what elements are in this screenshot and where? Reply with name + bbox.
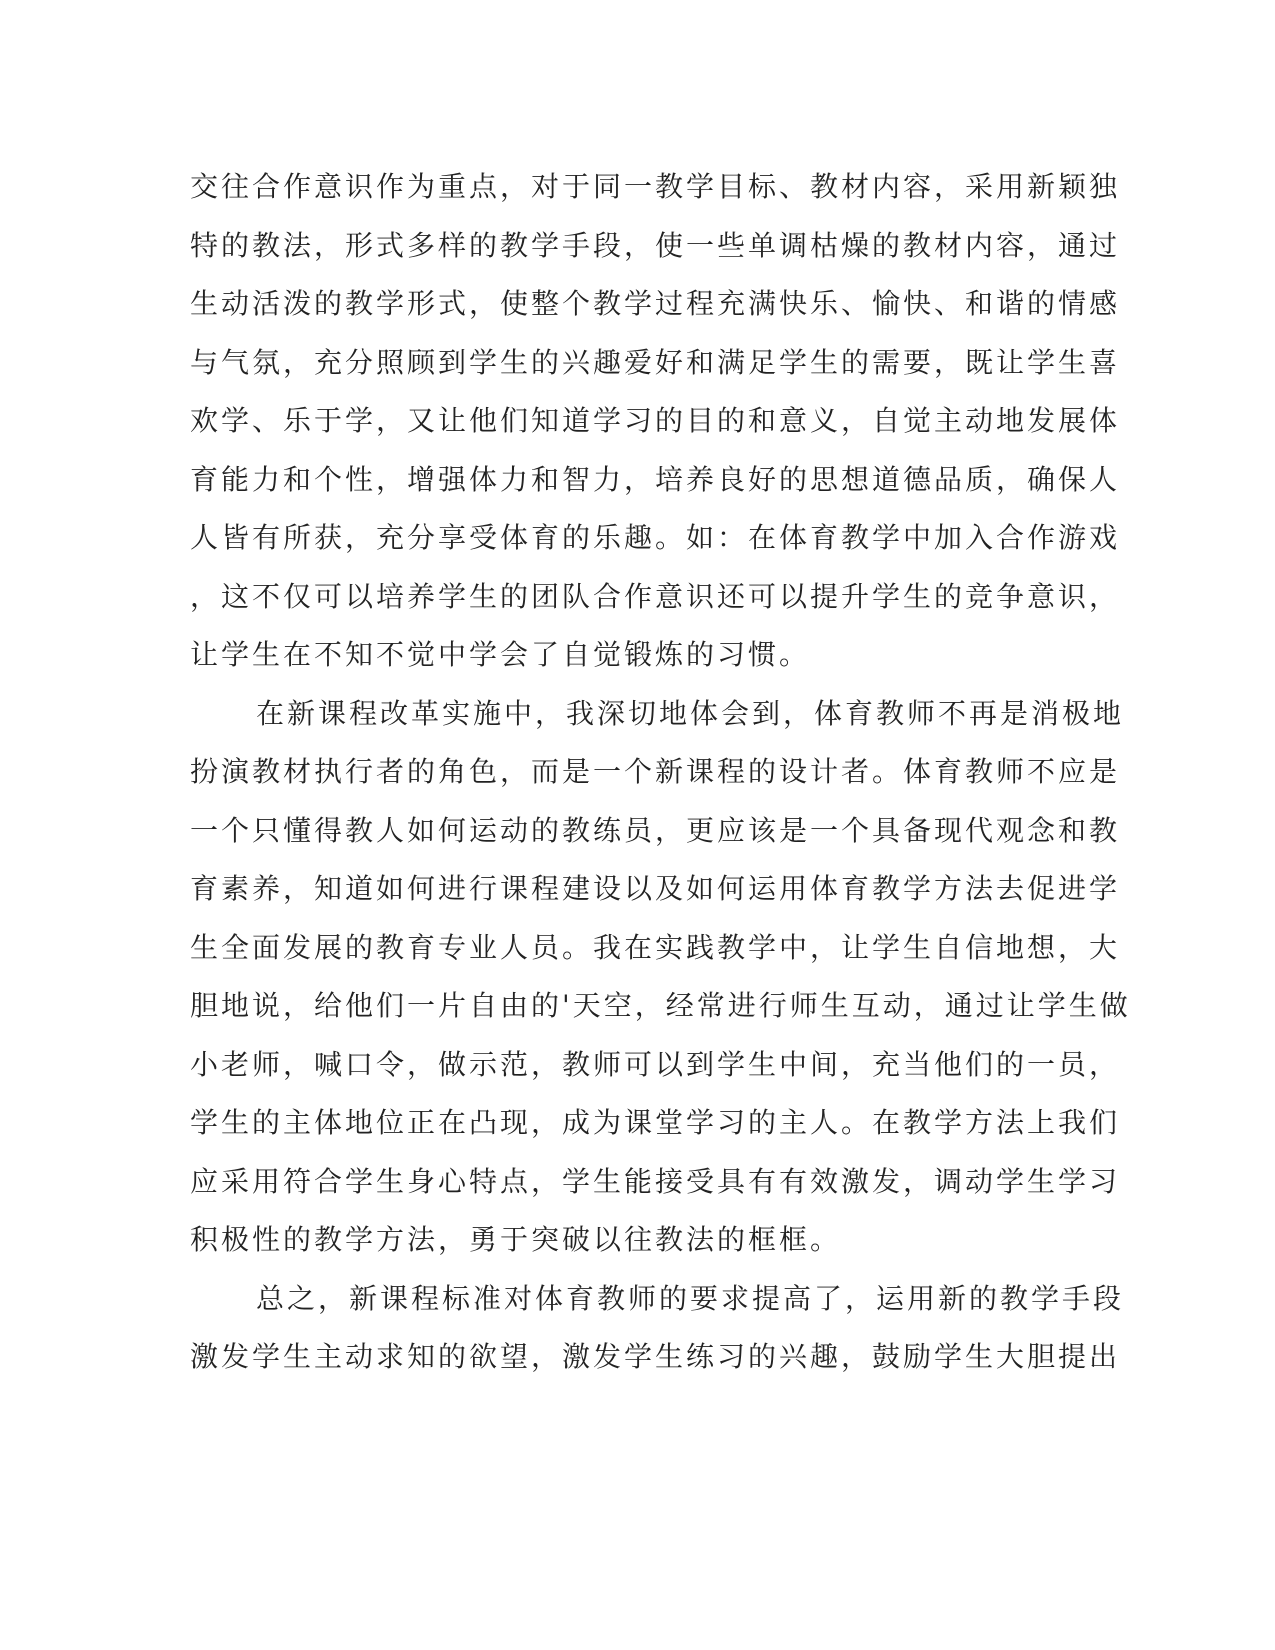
text-line: 在新课程改革实施中，我深切地体会到，体育教师不再是消极地 [256, 696, 1125, 730]
text-line: 激发学生主动求知的欲望，激发学生练习的兴趣，鼓励学生大胆提出 [190, 1340, 1121, 1373]
text-line: 一个只懂得教人如何运动的教练员，更应该是一个具备现代观念和教 [190, 813, 1121, 847]
paragraph [190, 158, 1121, 685]
text-line: 与气氛，充分照顾到学生的兴趣爱好和满足学生的需要，既让学生喜 [190, 345, 1121, 379]
text-line: 欢学、乐于学，又让他们知道学习的目的和意义，自觉主动地发展体 [190, 404, 1121, 437]
text-line: 应采用符合学生身心特点，学生能接受具有有效激发，调动学生学习 [190, 1164, 1121, 1198]
text-line: 胆地说，给他们一片自由的'天空，经常进行师生互动，通过让学生做 [190, 989, 1131, 1022]
body-text [190, 158, 1131, 1387]
text-line: 人皆有所获，充分享受体育的乐趣。如：在体育教学中加入合作游戏 [190, 521, 1121, 554]
text-line: 小老师，喊口令，做示范，教师可以到学生中间，充当他们的一员， [190, 1047, 1121, 1081]
text-line: 生动活泼的教学形式，使整个教学过程充满快乐、愉快、和谐的情感 [190, 287, 1121, 320]
text-line: 扮演教材执行者的角色，而是一个新课程的设计者。体育教师不应是 [190, 755, 1121, 788]
text-line: 育素养，知道如何进行课程建设以及如何运用体育教学方法去促进学 [190, 872, 1121, 905]
paragraph [190, 685, 1131, 1270]
text-line: 育能力和个性，增强体力和智力，培养良好的思想道德品质，确保人 [190, 462, 1121, 496]
text-line: 总之，新课程标准对体育教师的要求提高了，运用新的教学手段 [256, 1281, 1125, 1315]
text-line: 学生的主体地位正在凸现，成为课堂学习的主人。在教学方法上我们 [190, 1106, 1121, 1139]
text-line: 积极性的教学方法，勇于突破以往教法的框框。 [190, 1223, 842, 1256]
text-line: ，这不仅可以培养学生的团队合作意识还可以提升学生的竞争意识， [190, 579, 1121, 613]
paragraph [190, 1270, 1125, 1387]
text-line: 特的教法，形式多样的教学手段，使一些单调枯燥的教材内容，通过 [190, 228, 1121, 262]
text-line: 交往合作意识作为重点，对于同一教学目标、教材内容，采用新颖独 [190, 170, 1121, 203]
text-line: 生全面发展的教育专业人员。我在实践教学中，让学生自信地想，大 [190, 930, 1121, 964]
text-line: 让学生在不知不觉中学会了自觉锻炼的习惯。 [190, 638, 811, 671]
